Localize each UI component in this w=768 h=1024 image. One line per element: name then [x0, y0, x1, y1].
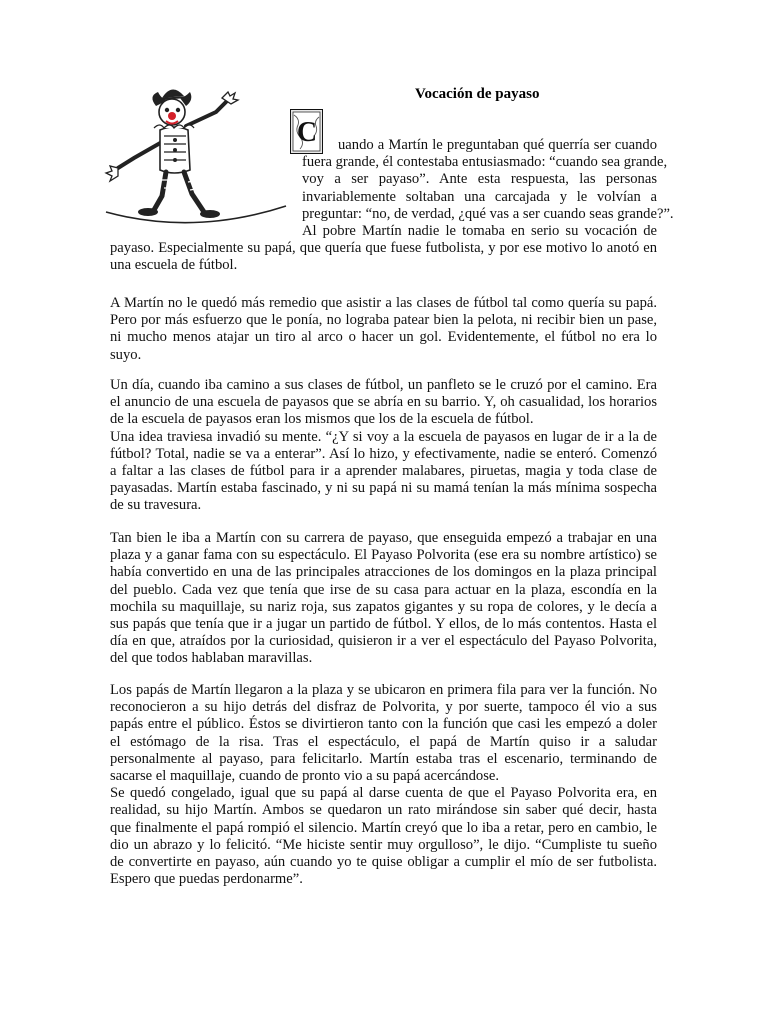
text-line: suyo.: [110, 346, 142, 363]
text-line: de convertirte en payaso, aún cuando yo te quise obligar a cumplir el mío de ser futbolista.: [110, 854, 657, 871]
page-title: Vocación de payaso: [415, 86, 540, 102]
text-line: papás entre el público. Éstos se divirtieron tanto con la función que casi les empezó a doler: [110, 716, 657, 733]
paragraph-4: [110, 530, 657, 668]
text-line: el anuncio de una escuela de payasos que se abría en su barrio. Y, oh casualidad, los horarios: [110, 394, 657, 411]
text-line: ni mucho menos atajar un tiro al arco o hacer un gol. Evidentemente, el fútbol no era lo: [110, 329, 657, 346]
drop-cap-letter: C: [296, 117, 318, 148]
text-line: voy a ser payaso”. Ante esta respuesta, las personas: [302, 171, 657, 188]
paragraph-2: [110, 295, 657, 364]
paragraph-1-wrapped: [302, 137, 674, 223]
text-line: mochila su maquillaje, su nariz roja, sus zapatos gigantes y su ropa de colores, y le decía a: [110, 598, 657, 615]
text-line: uando a Martín le preguntaban qué querría ser cuando: [338, 137, 657, 153]
text-line: dio un abrazo y lo felicitó. “Me hiciste sentir muy orgulloso”, le dijo. “Cumpliste tu sueño: [110, 836, 657, 853]
text-line: había convertido en una de las principales atracciones de los domingos en la plaza principal: [110, 564, 657, 581]
paragraph-1-continued: [110, 223, 657, 275]
text-line: el estómago de la risa. Tras el espectáculo, el papá de Martín quiso ir a saludar: [110, 733, 657, 750]
text-line: fuera grande, él contestaba entusiasmado: “cuando sea grande,: [302, 154, 668, 171]
text-line: de su travesura.: [110, 497, 202, 514]
text-line: Al pobre Martín nadie le tomaba en serio su vocación de: [302, 223, 657, 239]
text-line: de la escuela de payasos eran los mismos que los de la escuela de fútbol.: [110, 411, 534, 428]
text-line: a faltar a las clases de fútbol para ir a aprender malabares, piruetas, magia y toda clase de: [110, 463, 657, 480]
text-line: preguntar: “no, de verdad, ¿qué vas a ser cuando seas grande?”.: [302, 205, 674, 222]
text-line: Pero por más esfuerzo que le ponía, no lograba patear bien la pelota, ni recibir bien un pase,: [110, 312, 657, 329]
paragraph-3: [110, 377, 657, 515]
clown-illustration: [104, 84, 288, 242]
text-line: Un día, cuando iba camino a sus clases de fútbol, un panfleto se le cruzó por el camino. Era: [110, 377, 657, 393]
text-line: día en que, atraídos por la curiosidad, quisieron ir a ver el espectáculo del Payaso Polvorita,: [110, 633, 657, 650]
text-line: fútbol? Total, nadie se va a enterar”. Así lo hizo, y efectivamente, nadie se enteró. Comenzó: [110, 445, 657, 462]
text-line: realidad, su hijo Martín. Ambos se quedaron un rato mirándose sin saber qué decir, hasta: [110, 802, 657, 819]
text-line: sacarse el maquillaje, cuando de pronto vio a su papá acercándose.: [110, 768, 500, 785]
text-line: payaso. Especialmente su papá, que quería que fuese futbolista, y por ese motivo lo anotó en: [110, 240, 657, 257]
text-line: plaza y a ganar fama con su espectáculo. El Payaso Polvorita (ese era su nombre artístico) se: [110, 547, 657, 564]
text-line: A Martín no le quedó más remedio que asistir a las clases de fútbol tal como quería su papá.: [110, 295, 657, 311]
paragraph-5: [110, 682, 657, 888]
text-line: payasadas. Martín estaba fascinado, y ni su papá ni su mamá tenían la más mínima sospecha: [110, 480, 657, 497]
text-line: reconocieron a su hijo detrás del disfraz de Polvorita, y por suerte, tampoco él vio a sus: [110, 699, 657, 716]
text-line: que finalmente el papá rompió el silencio. Martín creyó que lo iba a retar, pero en cambio, le: [110, 819, 657, 836]
text-line: del pueblo. Cada vez que tenía que irse de su casa para actuar en la plaza, escondía en la: [110, 581, 657, 598]
text-line: Los papás de Martín llegaron a la plaza y se ubicaron en primera fila para ver la función. No: [110, 682, 657, 698]
text-line: del que todos hablaban maravillas.: [110, 650, 313, 667]
text-line: Una idea traviesa invadió su mente. “¿Y si voy a la escuela de payasos en lugar de ir a la de: [110, 428, 657, 445]
text-line: invariablemente soltaban una carcajada y le volvían a: [302, 188, 657, 205]
text-line: personalmente al payaso, para felicitarlo. Martín estaba tras el escenario, terminando de: [110, 750, 657, 767]
text-line: sus papás que tenía que ir a jugar un partido de fútbol. Y ellos, de lo más contentos. Hasta el: [110, 616, 657, 633]
text-line: Tan bien le iba a Martín con su carrera de payaso, que enseguida empezó a trabajar en una: [110, 530, 657, 546]
text-line: una escuela de fútbol.: [110, 257, 238, 274]
text-line: Espero que puedas perdonarme”.: [110, 871, 303, 888]
text-line: Se quedó congelado, igual que su papá al darse cuenta de que el Payaso Polvorita era, en: [110, 785, 657, 802]
